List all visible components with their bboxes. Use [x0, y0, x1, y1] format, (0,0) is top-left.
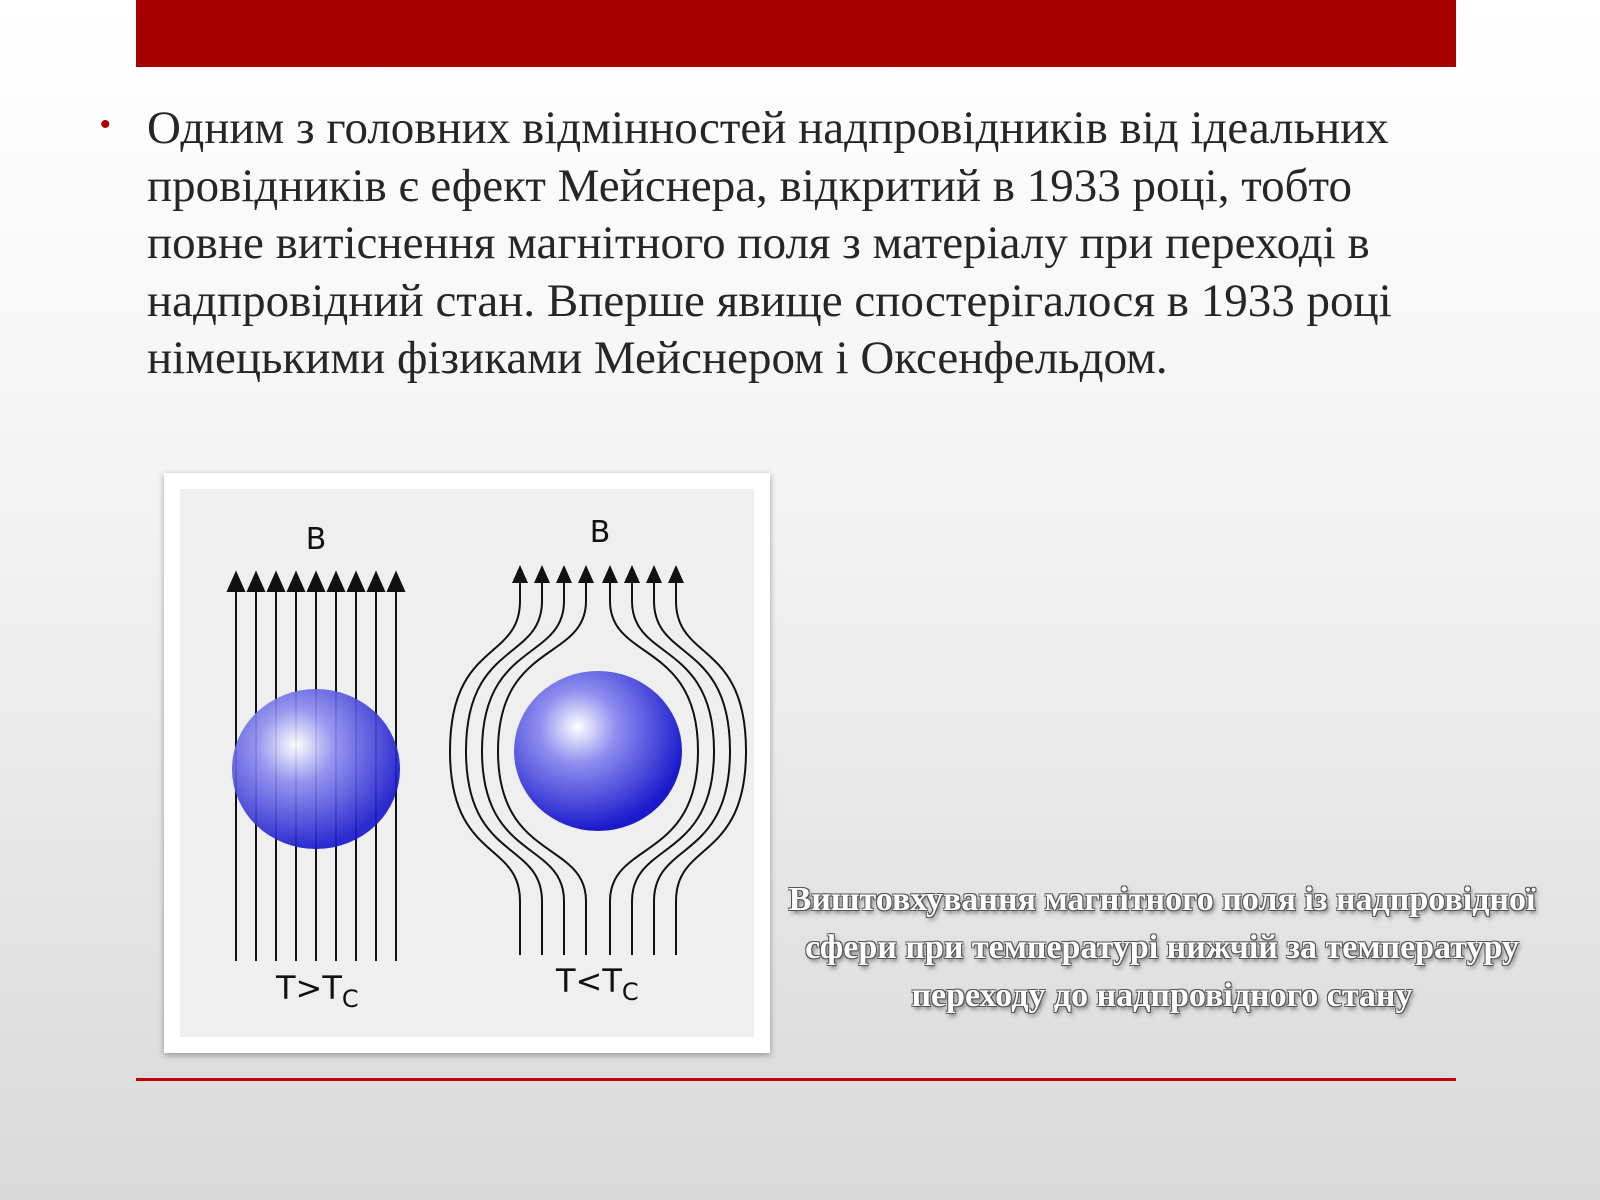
temp-right-sub: C	[621, 978, 639, 1006]
field-label-right: B	[589, 515, 611, 550]
field-label-left: B	[305, 522, 327, 557]
top-accent-bar	[136, 0, 1456, 67]
bullet-paragraph	[100, 100, 1460, 388]
temp-right-prefix: T<T	[556, 962, 622, 1000]
bottom-accent-rule	[136, 1078, 1456, 1081]
meissner-effect-figure	[164, 473, 770, 1053]
meissner-diagram	[180, 489, 754, 1037]
superconducting-sphere	[514, 671, 682, 831]
normal-sphere	[232, 689, 400, 849]
temp-left-sub: C	[341, 985, 359, 1013]
bullet-text: Одним з головних відмінностей надпровідників від ідеальних провідників є ефект Мейснера, відкритий в 1933 році, тобто повне витіснення магнітного поля з матеріалу при переході в надпровідний стан. Вперше явище спостерігалося в 1933 році німецькими фізиками Мейснером і Оксенфельдом.	[147, 102, 1392, 384]
figure-caption: Виштовхування магнітного поля із надпровідної сфери при температурі нижчій за температуру переходу до надпровідного стану	[788, 881, 1536, 1014]
temp-left-prefix: T>T	[276, 969, 342, 1007]
bullet-icon: •	[100, 108, 111, 141]
